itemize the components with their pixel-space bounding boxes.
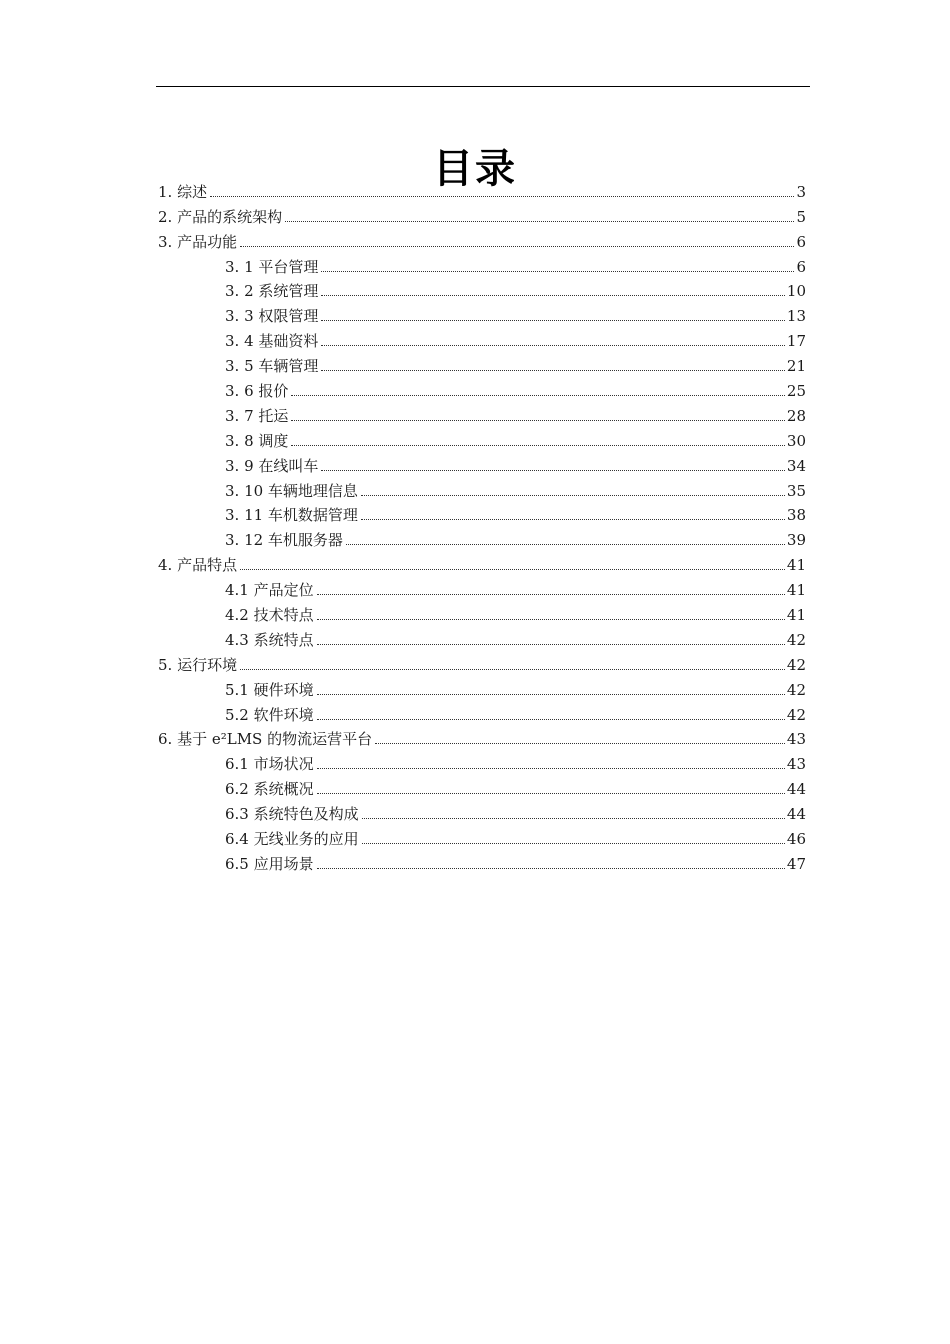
toc-entry[interactable]: [0, 327, 806, 352]
toc-entry[interactable]: [0, 576, 806, 601]
toc-entry[interactable]: [0, 651, 806, 676]
toc-page-number: 41: [786, 556, 806, 575]
toc-entry[interactable]: [0, 526, 806, 551]
toc-dot-leader: [321, 470, 785, 471]
toc-dot-leader: [362, 843, 785, 844]
toc-entry[interactable]: [0, 676, 806, 701]
toc-entry-text: 4.1 产品定位: [225, 581, 314, 600]
toc-dot-leader: [317, 644, 785, 645]
toc-entry-text: 6.2 系统概况: [225, 780, 314, 799]
toc-entry-text: 3. 8 调度: [225, 431, 289, 450]
toc-dot-leader: [321, 271, 794, 272]
toc-page-number: 43: [786, 755, 806, 774]
toc-entry-text: 3. 6 报价: [225, 382, 289, 401]
toc-entry-text: 4. 产品特点: [158, 556, 238, 575]
toc-page-number: 28: [786, 406, 806, 425]
toc-page-number: 39: [786, 531, 806, 550]
toc-entry-text: 3. 11 车机数据管理: [225, 506, 358, 525]
toc-page-number: 38: [786, 506, 806, 525]
toc-entry[interactable]: [0, 452, 806, 477]
toc-page-number: 17: [786, 332, 806, 351]
toc-entry[interactable]: [0, 352, 806, 377]
toc-dot-leader: [285, 221, 794, 222]
toc-page-number: 34: [786, 456, 806, 475]
toc-entry[interactable]: [0, 850, 806, 875]
toc-dot-leader: [291, 445, 785, 446]
toc-page-number: 35: [786, 481, 806, 500]
toc-dot-leader: [317, 768, 785, 769]
toc-page-number: 5: [796, 207, 806, 226]
toc-page-number: 42: [786, 630, 806, 649]
toc-entry[interactable]: [0, 377, 806, 402]
toc-entry-text: 5.2 软件环境: [225, 705, 314, 724]
toc-entry-text: 5. 运行环境: [158, 655, 238, 674]
toc-entry-text: 3. 5 车辆管理: [225, 357, 319, 376]
toc-entry-text: 2. 产品的系统架构: [158, 207, 283, 226]
toc-entry[interactable]: [0, 253, 806, 278]
toc-dot-leader: [321, 370, 785, 371]
toc-page-number: 41: [786, 606, 806, 625]
toc-dot-leader: [321, 345, 785, 346]
toc-entry[interactable]: [0, 626, 806, 651]
toc-entry[interactable]: [0, 601, 806, 626]
toc-page-number: 44: [786, 805, 806, 824]
toc-dot-leader: [361, 495, 785, 496]
toc-entry-text: 1. 综述: [158, 182, 208, 201]
toc-page-number: 21: [786, 357, 806, 376]
toc-dot-leader: [240, 569, 785, 570]
toc-entry[interactable]: [0, 825, 806, 850]
toc-dot-leader: [317, 619, 785, 620]
toc-entry[interactable]: [0, 228, 806, 253]
toc-dot-leader: [317, 793, 785, 794]
toc-entry-text: 3. 1 平台管理: [225, 257, 319, 276]
toc-entry[interactable]: [0, 502, 806, 527]
toc-page-number: 30: [786, 431, 806, 450]
toc-dot-leader: [317, 694, 785, 695]
toc-entry-text: 6.5 应用场景: [225, 854, 314, 873]
toc-entry-text: 6. 基于 e²LMS 的物流运营平台: [158, 730, 373, 749]
toc-dot-leader: [375, 743, 785, 744]
toc-entry[interactable]: [0, 701, 806, 726]
toc-entry[interactable]: [0, 402, 806, 427]
toc-page-number: 25: [786, 382, 806, 401]
toc-entry-text: 4.3 系统特点: [225, 630, 314, 649]
toc-dot-leader: [291, 420, 785, 421]
toc-page-number: 6: [796, 232, 806, 251]
toc-entry[interactable]: [0, 203, 806, 228]
toc-page-number: 42: [786, 655, 806, 674]
toc-dot-leader: [362, 818, 785, 819]
toc-entry[interactable]: [0, 551, 806, 576]
toc-entry[interactable]: [0, 278, 806, 303]
toc-entry-text: 3. 2 系统管理: [225, 282, 319, 301]
toc-title: 目录: [433, 145, 517, 192]
toc-entry[interactable]: [0, 775, 806, 800]
toc-page-number: 42: [786, 680, 806, 699]
toc-entry-text: 3. 3 权限管理: [225, 307, 319, 326]
toc-page-number: 6: [796, 257, 806, 276]
toc-dot-leader: [317, 868, 785, 869]
toc-entry-text: 5.1 硬件环境: [225, 680, 314, 699]
toc-page-number: 47: [786, 854, 806, 873]
toc-page-number: 3: [796, 182, 806, 201]
toc-dot-leader: [361, 519, 785, 520]
toc-entry-text: 3. 10 车辆地理信息: [225, 481, 358, 500]
toc-page-number: 41: [786, 581, 806, 600]
toc-dot-leader: [317, 594, 785, 595]
toc-entry[interactable]: [0, 178, 806, 203]
toc-page-number: 44: [786, 780, 806, 799]
toc-entry[interactable]: [0, 302, 806, 327]
toc-entry[interactable]: [0, 477, 806, 502]
toc-entry-text: 4.2 技术特点: [225, 606, 314, 625]
toc-dot-leader: [291, 395, 785, 396]
toc-dot-leader: [346, 544, 785, 545]
toc-entry-text: 6.3 系统特色及构成: [225, 805, 359, 824]
header-rule: [156, 86, 810, 87]
toc-page-number: 46: [786, 830, 806, 849]
toc-dot-leader: [321, 295, 785, 296]
toc-entry[interactable]: [0, 427, 806, 452]
toc-entry[interactable]: [0, 800, 806, 825]
toc-page-number: 42: [786, 705, 806, 724]
toc-entry-text: 6.1 市场状况: [225, 755, 314, 774]
toc-dot-leader: [321, 320, 785, 321]
toc-page-number: 13: [786, 307, 806, 326]
toc-entry-text: 3. 4 基础资料: [225, 332, 319, 351]
toc-dot-leader: [240, 246, 794, 247]
toc-list: [0, 178, 950, 875]
toc-entry-text: 3. 9 在线叫车: [225, 456, 319, 475]
toc-dot-leader: [240, 669, 785, 670]
toc-entry-text: 3. 12 车机服务器: [225, 531, 343, 550]
toc-entry-text: 3. 7 托运: [225, 406, 289, 425]
toc-dot-leader: [210, 196, 794, 197]
toc-page-number: 10: [786, 282, 806, 301]
toc-page-number: 43: [786, 730, 806, 749]
toc-entry-text: 6.4 无线业务的应用: [225, 830, 359, 849]
toc-dot-leader: [317, 719, 785, 720]
toc-entry[interactable]: [0, 726, 806, 751]
toc-entry[interactable]: [0, 750, 806, 775]
toc-entry-text: 3. 产品功能: [158, 232, 238, 251]
